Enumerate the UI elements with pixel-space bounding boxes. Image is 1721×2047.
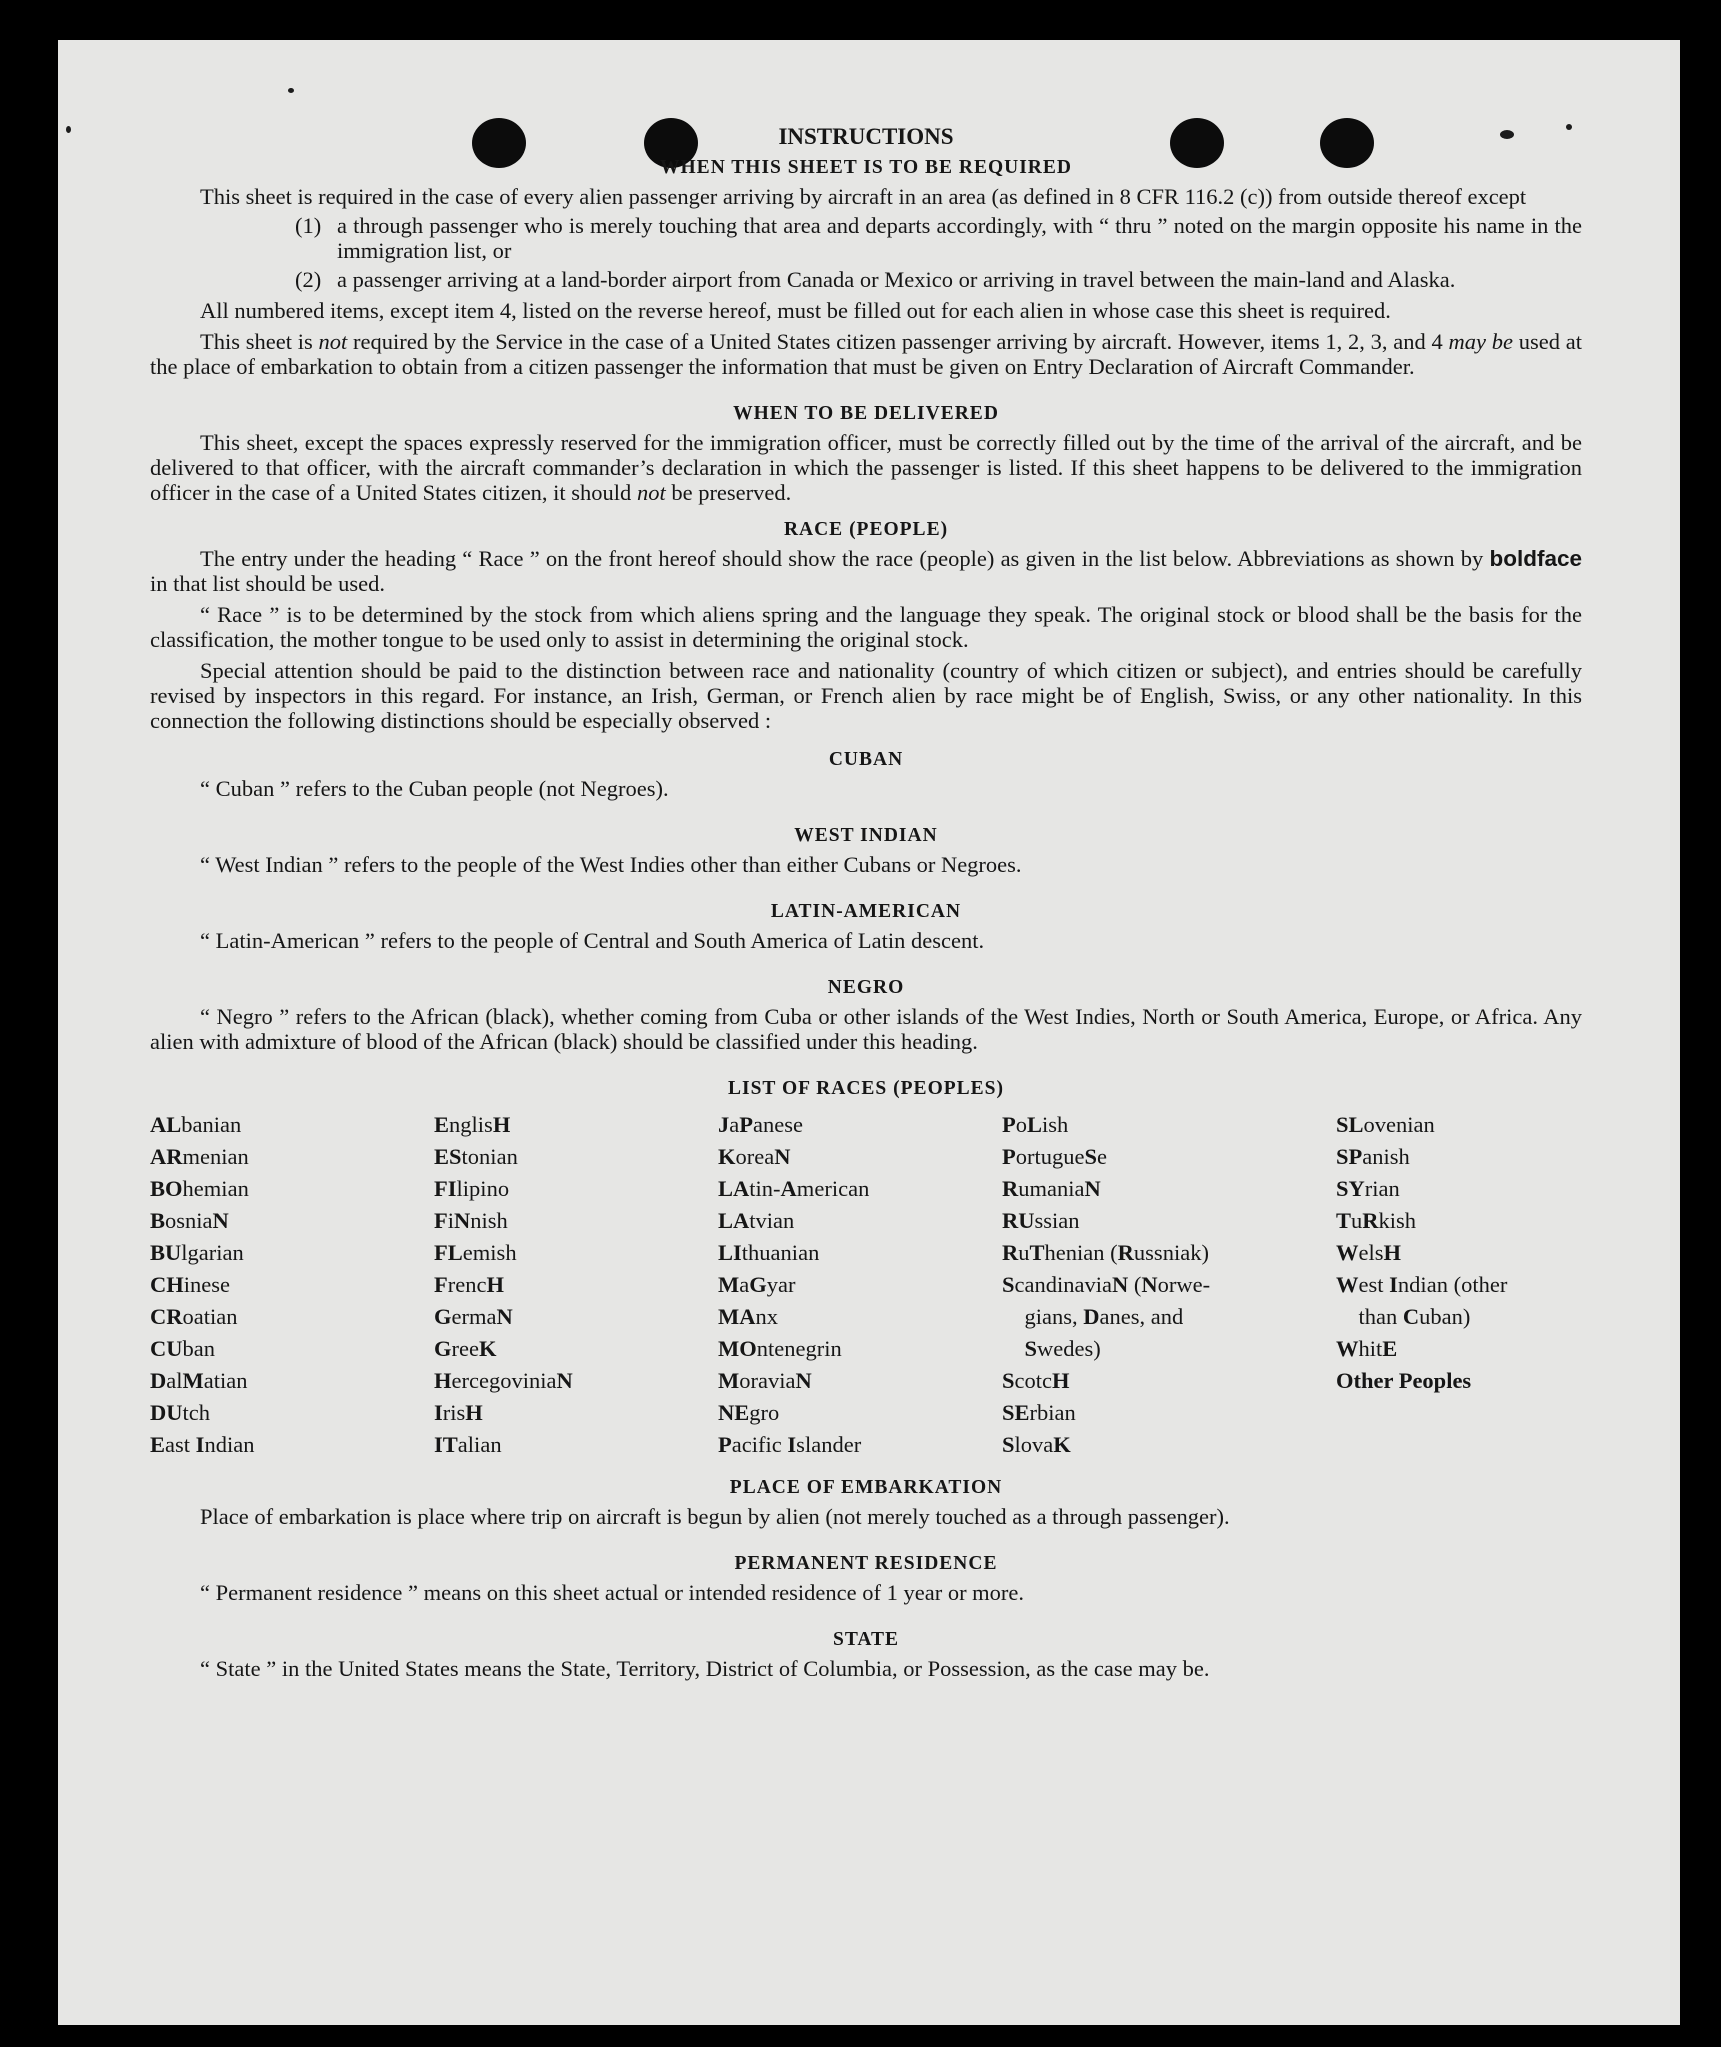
races-column [718,1109,1002,1461]
race-entry: Other Peoples [1336,1368,1472,1393]
race-entry: ALbanian [150,1112,242,1137]
race-entry: SErbian [1002,1400,1076,1425]
definition-negro: “ Negro ” refers to the African (black), whether coming from Cuba or other islands of the West Indies, North or South America, Europe, or Africa. Any alien with admixture of blood of the African (black) should be classified under this heading. [150,1004,1582,1054]
race-entry: ITalian [434,1432,502,1457]
race-entry: LAtvian [718,1208,795,1233]
race-entry: NEgro [718,1400,780,1425]
paragraph-delivered: This sheet, except the spaces expressly reserved for the immigration officer, must be correctly filled out by the time of the arrival of the aircraft, and be delivered to that officer, with the aircraft commander’s declaration in which the passenger is listed. If this sheet happens to be delivered to the immigration officer in the case of a United States citizen, it should not be preserved. [150,430,1582,505]
race-entry: CUban [150,1336,215,1361]
race-entry: FiNnish [434,1208,508,1233]
race-entry: SPanish [1336,1144,1410,1169]
paragraph-race-stock: “ Race ” is to be determined by the stock from which aliens spring and the language they speak. The original stock or blood shall be the basis for the classification, the mother tongue to be used only to assist in determining the original stock. [150,602,1582,652]
race-entry: BOhemian [150,1176,249,1201]
race-entry: GreeK [434,1336,497,1361]
instructions-content [150,120,1582,1681]
section-heading-list-of-races: LIST OF RACES (PEOPLES) [727,1078,1004,1099]
section-heading-latin-american: LATIN-AMERICAN [770,901,962,922]
race-entry: DalMatian [150,1368,248,1393]
race-entry: Swedes) [1024,1336,1101,1361]
section-heading-required: WHEN THIS SHEET IS TO BE REQUIRED [660,157,1072,178]
section-heading-west-indian: WEST INDIAN [794,825,938,846]
ink-speck [288,88,294,93]
section-heading-residence: PERMANENT RESIDENCE [734,1553,998,1574]
races-column [434,1109,718,1461]
paragraph-race-nationality: Special attention should be paid to the distinction between race and nationality (country of which citizen or subject), and entries should be carefully revised by inspectors in this regard. For instance, an Irish, German, or French alien by race might be of English, Swiss, or any other nationality. In this connection the following distinctions should be especially observed : [150,658,1582,733]
race-entry: RUssian [1002,1208,1080,1233]
section-heading-delivered: WHEN TO BE DELIVERED [733,403,999,424]
race-entry: RuThenian (Russniak) [1002,1240,1209,1265]
race-entry: GermaN [434,1304,513,1329]
race-entry: WelsH [1336,1240,1402,1265]
list-item-text: a passenger arriving at a land-border airport from Canada or Mexico or arriving in travel between the main-land and Alaska. [337,267,1456,292]
list-item-text: a through passenger who is merely touching that area and departs accordingly, with “ thru ” noted on the margin opposite his name in the immigration list, or [337,213,1582,263]
race-entry: than Cuban) [1358,1304,1471,1329]
race-entry: IrisH [434,1400,483,1425]
race-entry: KoreaN [718,1144,791,1169]
race-entry: RumaniaN [1002,1176,1101,1201]
definition-cuban: “ Cuban ” refers to the Cuban people (not Negroes). [200,776,669,801]
race-entry: West Indian (other [1336,1272,1508,1297]
races-column [1336,1109,1586,1461]
race-entry: BosniaN [150,1208,229,1233]
paragraph-numbered-items: All numbered items, except item 4, listed on the reverse hereof, must be filled out for each alien in whose case this sheet is required. [200,298,1391,323]
section-heading-race: RACE (PEOPLE) [783,519,949,540]
race-entry: LIthuanian [718,1240,820,1265]
race-entry: LAtin-American [718,1176,870,1201]
list-item [295,213,1582,263]
race-entry: gians, Danes, and [1024,1304,1184,1329]
paragraph-race-entry: The entry under the heading “ Race ” on the front hereof should show the race (people) as given in the list below. Abbreviations as shown by boldface in that list should be used. [150,546,1582,596]
race-entry: JaPanese [718,1112,804,1137]
page-title: INSTRUCTIONS [778,124,954,149]
section-heading-embarkation: PLACE OF EMBARKATION [729,1477,1003,1498]
race-entry: HercegoviniaN [434,1368,573,1393]
race-entry: FLemish [434,1240,517,1265]
race-entry: East Indian [150,1432,255,1457]
race-entry: SYrian [1336,1176,1400,1201]
race-entry: MaGyar [718,1272,796,1297]
definition-latin-american: “ Latin-American ” refers to the people of Central and South America of Latin descent. [200,928,985,953]
race-entry: ScotcH [1002,1368,1070,1393]
race-entry: MoraviaN [718,1368,812,1393]
section-heading-negro: NEGRO [827,977,905,998]
race-entry: WhitE [1336,1336,1398,1361]
race-entry: ScandinaviaN (Norwe- [1002,1272,1211,1297]
list-item-number: (2) [295,267,322,292]
race-entry: CHinese [150,1272,231,1297]
race-entry: EnglisH [434,1112,511,1137]
paragraph-citizen: This sheet is not required by the Service in the case of a United States citizen passenger arriving by aircraft. However, items 1, 2, 3, and 4 may be used at the place of embarkation to obtain from a citizen passenger the information that must be given on Entry Declaration of Aircraft Commander. [150,329,1582,379]
race-entry: SlovaK [1002,1432,1071,1457]
definition-embarkation: Place of embarkation is place where trip on aircraft is begun by alien (not merely touched as a through passenger). [200,1504,1230,1529]
race-entry: FIlipino [434,1176,510,1201]
races-column [150,1109,434,1461]
race-entry: TuRkish [1336,1208,1417,1233]
race-entry: BUlgarian [150,1240,244,1265]
races-column [1002,1109,1336,1461]
list-item [295,267,1582,292]
race-entry: MOntenegrin [718,1336,842,1361]
race-entry: ARmenian [150,1144,249,1169]
races-list [150,1109,1582,1461]
race-entry: DUtch [150,1400,211,1425]
ink-speck [66,126,71,133]
race-entry: MAnx [718,1304,778,1329]
definition-residence: “ Permanent residence ” means on this sheet actual or intended residence of 1 year or more. [200,1580,1025,1605]
race-entry: SLovenian [1336,1112,1435,1137]
paragraph-required: This sheet is required in the case of every alien passenger arriving by aircraft in an area (as defined in 8 CFR 116.2 (c)) from outside thereof except [200,184,1527,209]
race-entry: PoLish [1002,1112,1069,1137]
section-heading-state: STATE [832,1629,900,1650]
section-heading-cuban: CUBAN [828,749,904,770]
list-item-number: (1) [295,213,322,238]
definition-west-indian: “ West Indian ” refers to the people of the West Indies other than either Cubans or Negroes. [200,852,1022,877]
definition-state: “ State ” in the United States means the State, Territory, District of Columbia, or Possession, as the case may be. [200,1656,1210,1681]
race-entry: FrencH [434,1272,505,1297]
race-entry: EStonian [434,1144,518,1169]
race-entry: PortugueSe [1002,1144,1108,1169]
race-entry: Pacific Islander [718,1432,862,1457]
race-entry: CRoatian [150,1304,238,1329]
